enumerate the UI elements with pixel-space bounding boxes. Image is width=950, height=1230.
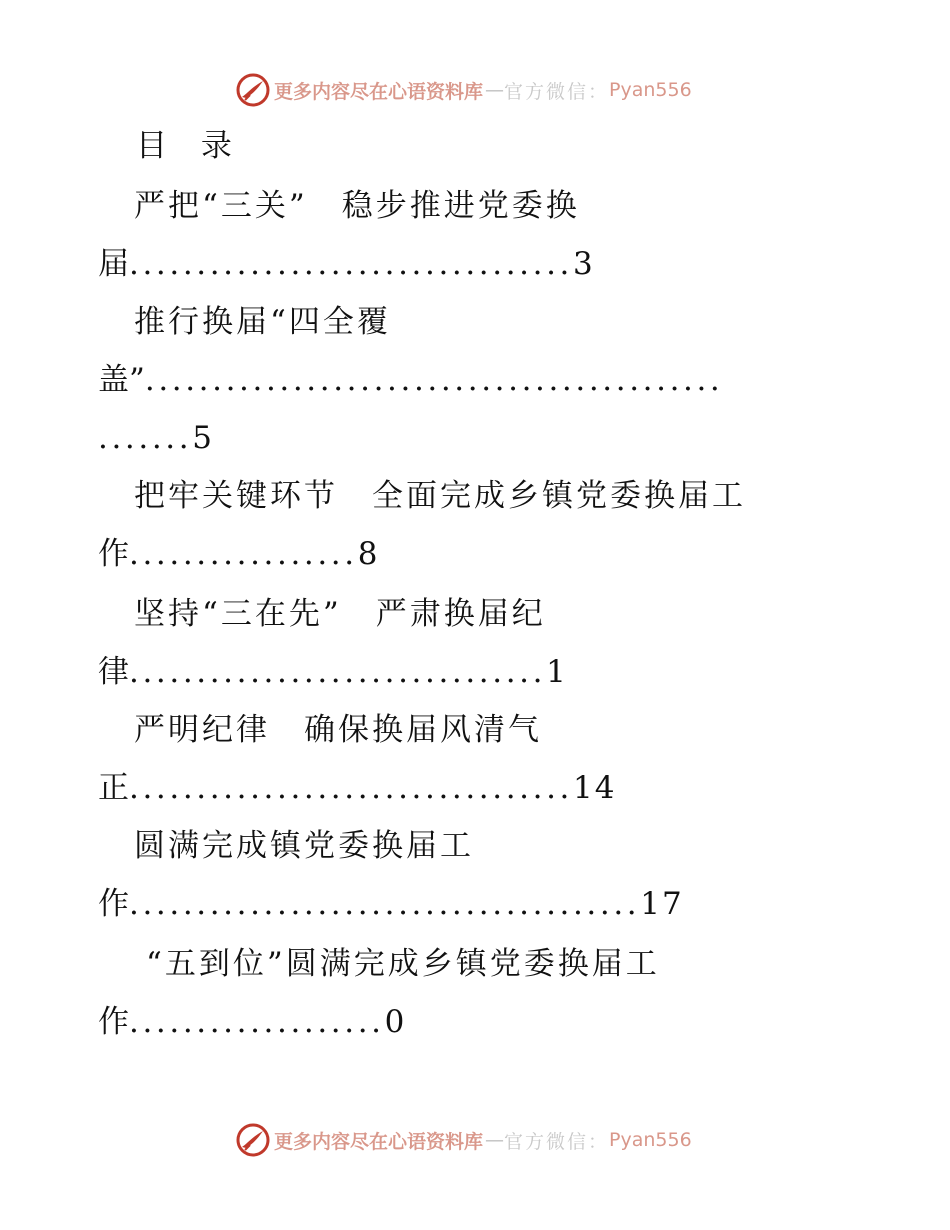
toc-entry-tail: 盖” (98, 362, 145, 398)
toc-entry-tail-line[interactable] (98, 244, 595, 284)
toc-entry-tail-line[interactable] (98, 768, 616, 808)
footer-banner (236, 1122, 692, 1158)
toc-page-number: 0 (384, 1004, 407, 1040)
toc-entry-tail-line[interactable] (98, 652, 568, 692)
toc-entry-tail-line[interactable] (98, 884, 684, 924)
toc-page-number: 14 (572, 770, 617, 806)
toc-leader-dots: ....... (98, 420, 193, 456)
quill-pen-logo-icon (236, 1123, 270, 1157)
toc-entry-tail: 作 (98, 886, 129, 922)
toc-entry-tail: 正 (98, 770, 129, 806)
toc-entry-title[interactable]: 推行换届“四全覆 (134, 304, 391, 340)
toc-leader-dots: ................... (129, 1004, 385, 1040)
toc-page-number: 8 (357, 536, 380, 572)
toc-entry-tail-line[interactable] (98, 1002, 406, 1042)
toc-entry-tail-line[interactable] (98, 360, 723, 400)
banner-wechat-label: 官方微信： (504, 80, 610, 103)
toc-entry-title[interactable]: “五到位”圆满完成乡镇党委换届工 (146, 946, 660, 982)
toc-leader-dots: ................................. (129, 770, 573, 806)
toc-heading: 目 录 (136, 128, 244, 164)
banner-dash: — (485, 1129, 503, 1151)
banner-wechat-id: Pyan556 (609, 1129, 692, 1151)
toc-entry-title[interactable]: 圆满完成镇党委换届工 (134, 828, 474, 864)
banner-slogan: 更多内容尽在心语资料库 (274, 80, 484, 103)
toc-page-number: 17 (640, 886, 684, 922)
toc-leader-dots: ................................. (129, 246, 573, 282)
toc-leader-dots: ............................... (129, 654, 547, 690)
toc-leader-dots: ...................................... (129, 886, 641, 922)
quill-pen-logo-icon (236, 73, 270, 107)
toc-entry-title[interactable]: 严把“三关” 稳步推进党委换 (134, 188, 580, 224)
toc-entry-tail: 届 (98, 246, 129, 282)
banner-dash: — (485, 79, 503, 101)
toc-entry-tail-line[interactable] (98, 534, 379, 574)
toc-leader-dots: ........................................... (144, 362, 724, 398)
toc-entry-tail: 作 (98, 1004, 129, 1040)
toc-entry-tail: 律 (98, 654, 129, 690)
header-banner (236, 72, 692, 108)
toc-entry-tail: 作 (98, 536, 129, 572)
toc-page-number: 1 (546, 654, 568, 690)
toc-entry-title[interactable]: 坚持“三在先” 严肃换届纪 (134, 596, 546, 632)
toc-entry-title[interactable]: 严明纪律 确保换届风清气 (134, 712, 542, 748)
banner-wechat-label: 官方微信： (504, 1130, 610, 1153)
banner-slogan: 更多内容尽在心语资料库 (274, 1130, 484, 1153)
toc-page-number: 5 (192, 420, 214, 456)
toc-entry-tail-line-cont[interactable] (98, 418, 214, 458)
toc-entry-title[interactable]: 把牢关键环节 全面完成乡镇党委换届工 (134, 478, 746, 514)
banner-wechat-id: Pyan556 (609, 79, 692, 101)
toc-page-number: 3 (572, 246, 595, 282)
toc-leader-dots: ................. (129, 536, 358, 572)
